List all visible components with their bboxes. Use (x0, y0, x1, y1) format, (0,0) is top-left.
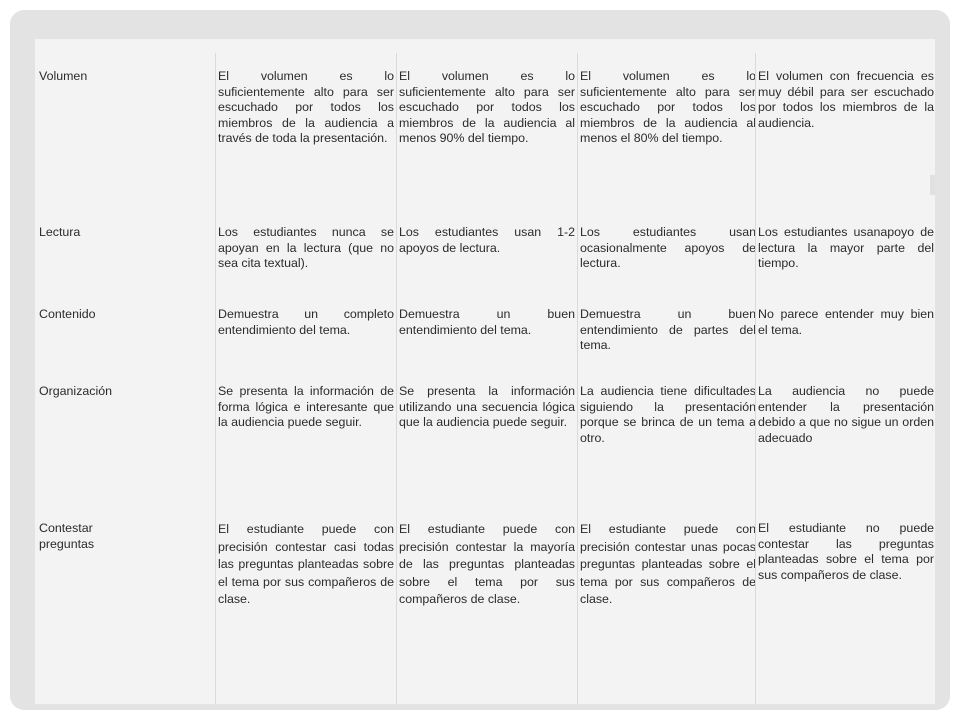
criteria-column (35, 53, 215, 704)
level-3-contestar-preguntas: El estudiante puede con precisión contestar unas pocas preguntas planteadas sobre el tema por sus compañeros de clase. (580, 522, 756, 607)
level-3-contenido: Demuestra un buen entendimiento de partes del tema. (580, 307, 756, 353)
level-4-contenido: No parece entender muy bien el tema. (758, 307, 934, 337)
level-4-lectura: Los estudiantes usanapoyo de lectura la mayor parte del tiempo. (758, 225, 934, 271)
level-1-column (215, 53, 397, 704)
level-3-volumen: El volumen es lo suficientemente alto para ser escuchado por todos los miembros de la audiencia al menos el 80% del tiempo. (580, 69, 756, 146)
level-1-volumen: El volumen es lo suficientemente alto para ser escuchado por todos los miembros de la audiencia a través de toda la presentación. (218, 69, 394, 146)
level-2-contenido: Demuestra un buen entendimiento del tema. (399, 307, 575, 337)
rubric-table (35, 39, 935, 704)
level-1-contestar-preguntas: El estudiante puede con precisión contestar casi todas las preguntas planteadas sobre el tema por sus compañeros de clase. (218, 522, 394, 607)
criterion-lectura: Lectura (39, 225, 81, 239)
level-1-lectura: Los estudiantes nunca se apoyan en la lectura (que no sea cita textual). (218, 225, 394, 271)
level-2-contestar-preguntas: El estudiante puede con precisión contestar la mayoría de las preguntas planteadas sobre el tema por sus compañeros de clase. (399, 522, 575, 607)
level-3-lectura: Los estudiantes usan ocasionalmente apoyos de lectura. (580, 225, 756, 271)
level-1-contenido: Demuestra un completo entendimiento del tema. (218, 307, 394, 337)
level-3-organizacion: La audiencia tiene dificultades siguiendo la presentación porque se brinca de un tema a otro. (580, 384, 756, 445)
level-4-organizacion: La audiencia no puede entender la presentación debido a que no sigue un orden adecuado (758, 384, 934, 445)
criterion-organizacion: Organización (39, 384, 113, 398)
level-2-organizacion: Se presenta la información utilizando una secuencia lógica que la audiencia puede seguir. (399, 384, 575, 430)
level-4-contestar-preguntas: El estudiante no puede contestar las preguntas planteadas sobre el tema por sus compañeros de clase. (758, 521, 934, 582)
level-1-organizacion: Se presenta la información de forma lógica e interesante que la audiencia puede seguir. (218, 384, 394, 430)
criterion-contestar-preguntas: Contestar preguntas (39, 521, 95, 551)
level-4-column (755, 53, 934, 704)
level-2-lectura: Los estudiantes usan 1-2 apoyos de lectura. (399, 225, 575, 255)
criterion-contenido: Contenido (39, 307, 96, 321)
level-4-volumen: El volumen con frecuencia es muy débil para ser escuchado por todos los miembros de la audiencia. (758, 69, 934, 130)
level-2-column (396, 53, 578, 704)
level-2-volumen: El volumen es lo suficientemente alto para ser escuchado por todos los miembros de la audiencia al menos 90% del tiempo. (399, 69, 575, 146)
slide (10, 10, 950, 710)
criterion-volumen: Volumen (39, 69, 88, 83)
level-3-column (577, 53, 756, 704)
